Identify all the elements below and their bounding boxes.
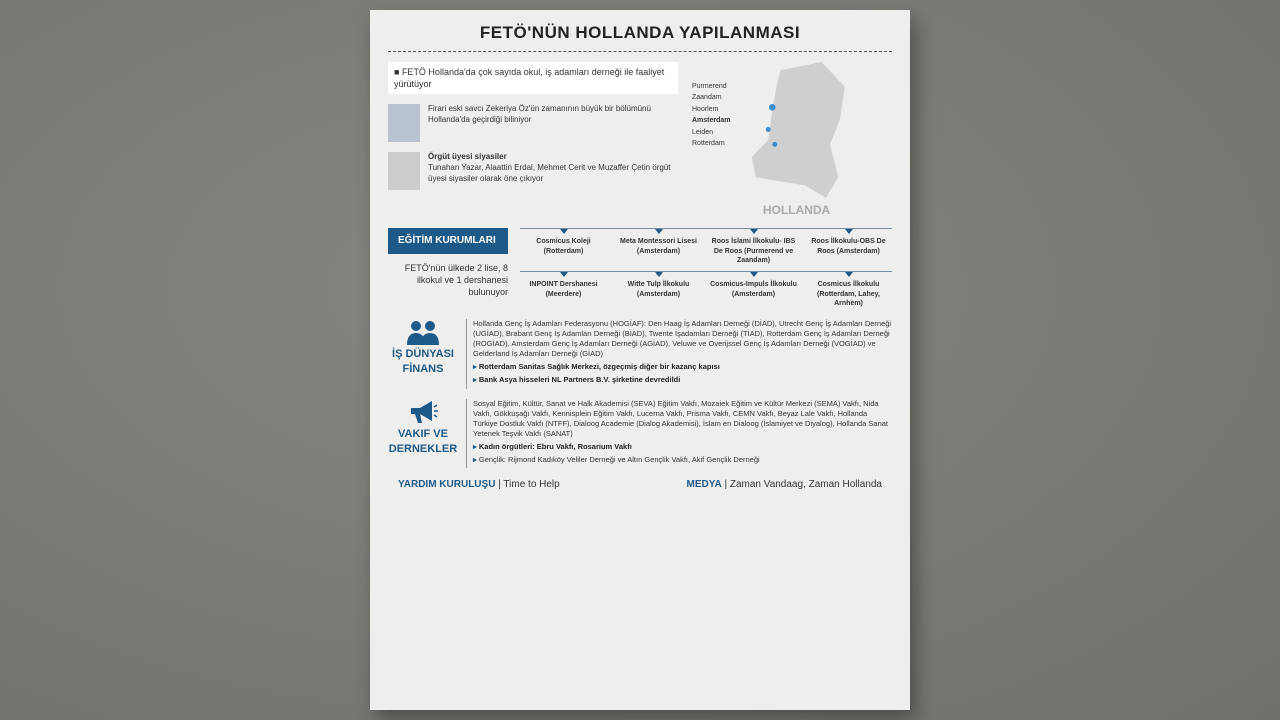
marker-icon [750, 229, 758, 234]
aid-row: YARDIM KURULUŞU | Time to Help [398, 479, 560, 491]
marker-icon [750, 272, 758, 277]
school-item [520, 229, 607, 265]
foundations-list: Sosyal Eğitim, Kültür, Sanat ve Halk Akademisi (SEVA) Eğitim Vakfı, Mozaiek Eğitim ve Kültür Merkezi (SEMA) Vakfı, Nida Vakfı, Gökkuşağı Vakfı, Kennisplein Eğitim Vakfı, Lucerna Vakfı, Prisma Vakfı, CEMN Vakfı, Beyaz Lale Vakfı, Hollanda Türkiye Dostluk Vakfı (NTFF), Dialoog Academie (Dialog Akademisi), İslam en Dialoog (İslamiyet ve Diyalog), Hollanda Sanat Yetenek Teşvik Vakfı (SANAT) [473, 398, 889, 438]
person-note: Firari eski savcı Zekeriya Öz'ün zamanının büyük bir bölümünü Hollanda'da geçirdiği biliniyor [428, 104, 651, 125]
page-title: FETÖ'NÜN HOLLANDA YAPILANMASI [388, 22, 892, 52]
intro-section [388, 62, 892, 218]
marker-icon [845, 229, 853, 234]
school-name: Meta Montessori Lisesi (Amsterdam) [619, 238, 698, 255]
women-orgs: Kadın örgütleri: Ebru Vakfı, Rosarium Vakfı [478, 442, 632, 451]
avatar [388, 104, 420, 142]
marker-icon [560, 229, 568, 234]
media-value: Zaman Vandaag, Zaman Hollanda [729, 479, 882, 491]
intro-bullet: ■ FETÖ Hollanda'da çok sayıda okul, iş adamları derneği ile faaliyet yürütüyor [388, 62, 678, 94]
map-city: Rotterdam [692, 140, 725, 148]
school-name: Roos İlkokulu-OBS De Roos (Amsterdam) [811, 238, 886, 255]
health-center: Rotterdam Sanitas Sağlık Merkezi, özgeçmiş diğer bir kazanç kapısı [478, 362, 720, 372]
megaphone-icon [408, 399, 438, 425]
map-city: Leiden [692, 128, 714, 136]
foundations-label: VAKIF VE [398, 427, 448, 440]
intro-column [388, 62, 678, 218]
people-icon [406, 319, 440, 345]
intro-text: FETÖ Hollanda'da çok sayıda okul, iş adamları derneği ile faaliyet yürütüyor [394, 66, 665, 90]
school-name: Cosmicus İlkokulu (Rotterdam, Lahey, Arnhem) [817, 281, 880, 308]
marker-icon [655, 272, 663, 277]
aid-value: Time to Help [503, 479, 560, 491]
business-label: İŞ DÜNYASI [392, 347, 454, 360]
map-country-label: HOLLANDA [762, 202, 831, 217]
foundations-section [388, 399, 892, 469]
school-item [710, 229, 797, 265]
education-timeline [520, 228, 892, 309]
map-city-list [692, 62, 731, 149]
media-row: MEDYA | Zaman Vandaag, Zaman Hollanda [686, 479, 882, 491]
marker-icon [655, 229, 663, 234]
school-item [615, 229, 702, 265]
map-city: Hoorlem [692, 105, 719, 113]
map-city: Purmerend [692, 82, 727, 90]
netherlands-map [742, 62, 852, 202]
marker-icon [845, 272, 853, 277]
bank-note: Bank Asya hisseleri NL Partners B.V. şirketine devredildi [478, 375, 681, 385]
map-panel [692, 62, 892, 218]
person-row [388, 104, 678, 142]
timeline-row-bottom [520, 271, 892, 308]
education-label: EĞİTİM KURUMLARI [388, 228, 508, 254]
finance-label: FİNANS [402, 363, 444, 376]
youth-orgs: Gençlik: Rijmond Kadıköy Veliler Derneği ve Altın Gençlik Vakfı, Akif Gençlik Derneği [478, 455, 760, 465]
business-text: Hollanda Genç İş Adamları Federasyonu (HOGİAF): Den Haag İş Adamları Derneği (DİAD), Utrecht Genç İş Adamları Derneği (UGİAD), Brabant Genç İş Adamları Derneği (BİAD), Twente İşadamları Derneği (TİAD), Rotterdam Genç İş Adamları Derneği (ROGİAD), Amsterdam Genç İş Adamları Derneği (AGİAD), Veluwe ve Overijssel Genç İş Adamları Derneği (VOGİAD) ve Gelderland İş Adamları Derneği (GİAD) ▸ Rotterdam Sanitas Sağlık Merkezi, özgeçmiş diğer bir kazanç kapısı ▸ Bank Asya hisseleri NL Partners B.V. şirketine devredildi [466, 319, 892, 389]
marker-icon [560, 272, 568, 277]
education-header [388, 228, 508, 309]
politicians-text: Tunahan Yazar, Alaattin Erdal, Mehmet Cerit ve Muzaffer Çetin örgüt üyesi siyasiler olarak öne çıkıyor [428, 163, 671, 183]
school-item [805, 272, 892, 308]
politicians-title: Örgüt üyesi siyasiler [428, 152, 507, 162]
business-associations: Hollanda Genç İş Adamları Federasyonu (HOGİAF): Den Haag İş Adamları Derneği (DİAD), Utrecht Genç İş Adamları Derneği (UGİAD), Brabant Genç İş Adamları Derneği (BİAD), Twente İşadamları Derneği (TİAD), Rotterdam Genç İş Adamları Derneği (ROGİAD), Amsterdam Genç İş Adamları Derneği (AGİAD), Veluwe ve Overijssel Genç İş Adamları Derneği (VOGİAD) ve Gelderland İş Adamları Derneği (GİAD) [473, 318, 892, 359]
education-summary: FETÖ'nün ülkede 2 lise, 8 ilkokul ve 1 dershanesi bulunuyor [404, 262, 508, 297]
footer-row [388, 478, 892, 492]
school-item [615, 272, 702, 308]
school-item [520, 272, 607, 308]
politicians-block [428, 152, 678, 184]
education-section [388, 228, 892, 309]
foundations-text: Sosyal Eğitim, Kültür, Sanat ve Halk Akademisi (SEVA) Eğitim Vakfı, Mozaiek Eğitim ve Kültür Merkezi (SEMA) Vakfı, Nida Vakfı, Gökkuşağı Vakfı, Kennisplein Eğitim Vakfı, Lucerna Vakfı, Prisma Vakfı, CEMN Vakfı, Beyaz Lale Vakfı, Hollanda Türkiye Dostluk Vakfı (NTFF), Dialoog Academie (Dialog Akademisi), İslam en Dialoog (İslamiyet ve Diyalog), Hollanda Sanat Yetenek Teşvik Vakfı (SANAT) ▸ Kadın örgütleri: Ebru Vakfı, Rosarium Vakfı ▸ Gençlik: Rijmond Kadıköy Veliler Derneği ve Altın Gençlik Vakfı, Akif Gençlik Derneği [466, 399, 892, 469]
business-section-label [388, 319, 458, 376]
foundations-section-label [388, 399, 458, 456]
avatar-placeholder [388, 152, 420, 190]
map-city: Zaandam [692, 94, 722, 102]
school-item [710, 272, 797, 308]
timeline-row-top [520, 228, 892, 265]
school-name: Witte Tulp İlkokulu (Amsterdam) [627, 281, 690, 298]
school-name: Roos İslami İlkokulu- IBS De Roos (Purmerend ve Zaandam) [711, 238, 796, 264]
politicians-row [388, 152, 678, 190]
school-name: Cosmicus-Impuls İlkokulu (Amsterdam) [710, 281, 797, 298]
map-city: Amsterdam [692, 117, 731, 125]
school-item [805, 229, 892, 265]
school-name: Cosmicus Koleji (Rotterdam) [536, 238, 591, 255]
aid-label: YARDIM KURULUŞU [398, 479, 496, 491]
infographic-paper [370, 10, 910, 710]
business-section [388, 319, 892, 389]
associations-label: DERNEKLER [388, 443, 458, 456]
school-name: INPOINT Dershanesi (Meerdere) [529, 281, 598, 298]
media-label: MEDYA [686, 479, 722, 491]
map-wrapper [737, 62, 857, 218]
